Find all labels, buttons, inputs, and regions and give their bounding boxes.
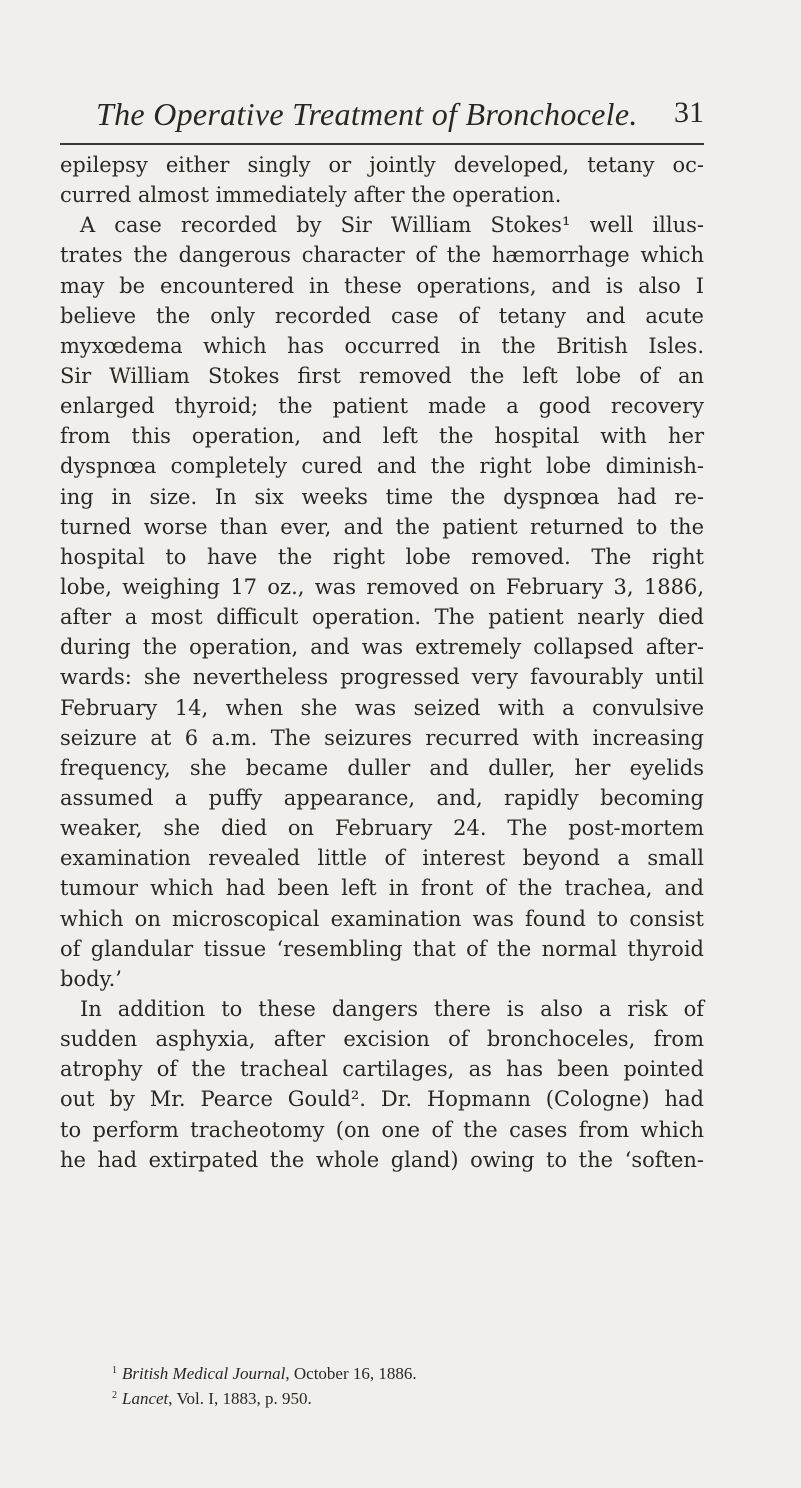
- text-line: he had extirpated the whole gland) owing to the ‘soften-: [60, 1147, 704, 1172]
- text-line: myxœdema which has occurred in the British Isles.: [60, 333, 704, 358]
- text-line: weaker, she died on February 24. The post-mortem: [60, 816, 704, 841]
- text-line: hospital to have the right lobe removed. The right: [60, 544, 704, 569]
- page-number: 31: [674, 96, 704, 129]
- text-line: atrophy of the tracheal cartilages, as has been pointed: [60, 1057, 704, 1082]
- header-rule: [60, 143, 704, 145]
- footnote-citation: , Vol. I, 1883, p. 950.: [168, 1389, 312, 1408]
- text-line: epilepsy either singly or jointly developed, tetany oc-: [60, 153, 704, 177]
- text-line: wards: she nevertheless progressed very favourably until: [60, 665, 704, 690]
- text-line: turned worse than ever, and the patient returned to the: [60, 514, 704, 539]
- text-line: assumed a puffy appearance, and, rapidly becoming: [60, 785, 704, 810]
- footnote: [112, 1385, 712, 1410]
- text-line: may be encountered in these operations, and is also I: [60, 273, 704, 298]
- footnote-source: Lancet: [122, 1389, 169, 1408]
- text-line: ing in size. In six weeks time the dyspnœa had re-: [60, 484, 704, 509]
- text-line: of glandular tissue ‘resembling that of the normal thyroid: [60, 936, 704, 961]
- text-line: sudden asphyxia, after excision of bronchoceles, from: [60, 1027, 704, 1052]
- footnotes: [112, 1360, 712, 1410]
- text-line: A case recorded by Sir William Stokes¹ well illus-: [80, 213, 704, 238]
- text-line: In addition to these dangers there is also a risk of: [80, 996, 704, 1021]
- text-line: trates the dangerous character of the hæmorrhage which: [60, 243, 704, 268]
- text-line: curred almost immediately after the operation.: [60, 183, 562, 208]
- text-line: February 14, when she was seized with a convulsive: [60, 695, 704, 720]
- text-line: Sir William Stokes first removed the left lobe of an: [60, 363, 704, 388]
- text-line: enlarged thyroid; the patient made a good recovery: [60, 394, 704, 419]
- text-line: examination revealed little of interest beyond a small: [60, 846, 704, 871]
- text-line: from this operation, and left the hospital with her: [60, 424, 704, 449]
- footnote-mark: 1: [112, 1365, 117, 1376]
- text-line: out by Mr. Pearce Gould². Dr. Hopmann (Cologne) had: [60, 1087, 704, 1112]
- text-line: tumour which had been left in front of the trachea, and: [60, 876, 704, 901]
- text-line: lobe, weighing 17 oz., was removed on February 3, 1886,: [60, 574, 704, 599]
- footnote: [112, 1360, 712, 1385]
- footnote-source: British Medical Journal: [122, 1364, 286, 1383]
- running-header: [96, 96, 704, 132]
- body-text: [60, 150, 704, 1175]
- footnote-citation: , October 16, 1886.: [285, 1364, 417, 1383]
- text-line: to perform tracheotomy (on one of the cases from which: [60, 1117, 704, 1142]
- running-title: The Operative Treatment of Bronchocele.: [96, 96, 638, 132]
- text-line: frequency, she became duller and duller, her eyelids: [60, 755, 704, 780]
- text-line: dyspnœa completely cured and the right lobe diminish-: [60, 454, 704, 479]
- text-line: seizure at 6 a.m. The seizures recurred with increasing: [60, 725, 704, 750]
- text-line: body.’: [60, 966, 122, 991]
- text-line: during the operation, and was extremely collapsed after-: [60, 635, 704, 660]
- text-line: believe the only recorded case of tetany and acute: [60, 303, 704, 328]
- text-line: after a most difficult operation. The patient nearly died: [60, 605, 704, 630]
- text-line: which on microscopical examination was found to consist: [60, 906, 704, 931]
- footnote-mark: 2: [112, 1390, 117, 1401]
